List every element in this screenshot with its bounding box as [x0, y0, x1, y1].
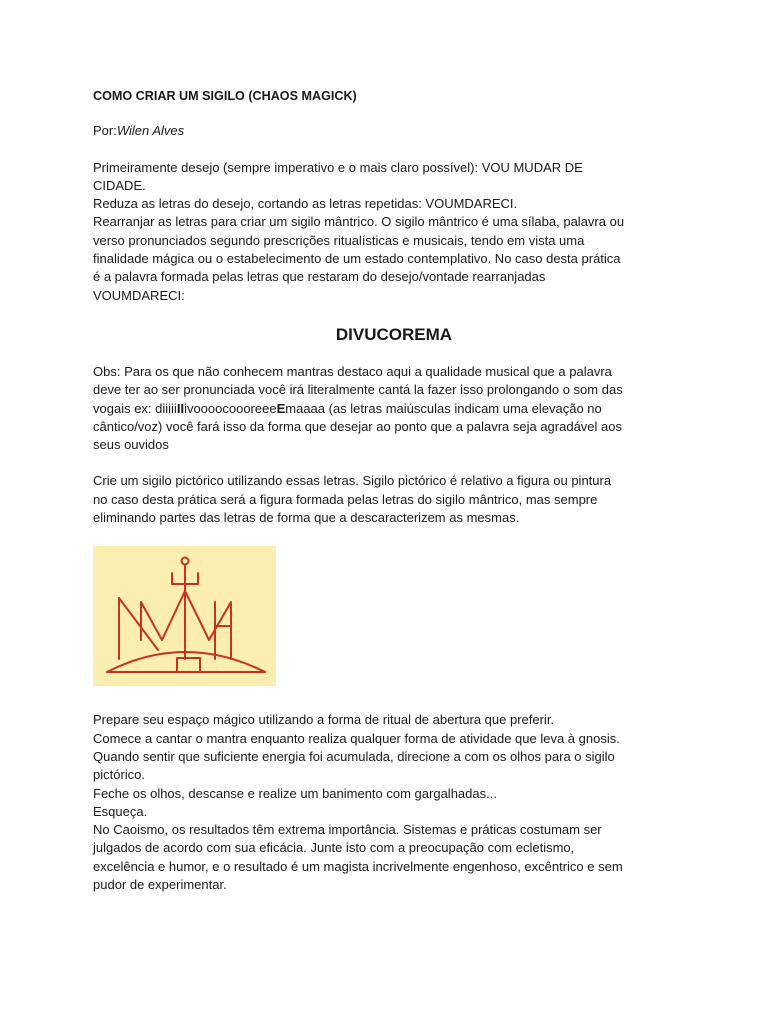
- ritual-line: Quando sentir que suficiente energia foi acumulada, direcione a com os olhos para o sigilo: [93, 748, 615, 764]
- ritual-line: Prepare seu espaço mágico utilizando a forma de ritual de abertura que preferir.: [93, 712, 555, 728]
- obs-text: ivoooocoooreee: [184, 400, 277, 416]
- intro-line: Primeiramente desejo (sempre imperativo e o mais claro possível): VOU MUDAR DE: [93, 159, 583, 175]
- pictoric-line: no caso desta prática será a figura formada pelas letras do sigilo mântrico, mas sempre: [93, 491, 598, 507]
- ritual-line: Esqueça.: [93, 803, 148, 819]
- sigil-drawing: [93, 546, 276, 686]
- byline: [93, 122, 683, 140]
- document-title: COMO CRIAR UM SIGILO (CHAOS MAGICK): [93, 89, 357, 103]
- intro-line: é a palavra formada pelas letras que restaram do desejo/vontade rearranjadas: [93, 269, 546, 285]
- intro-line: Reduza as letras do desejo, cortando as letras repetidas: VOUMDARECI.: [93, 196, 518, 212]
- ritual-line: excelência e humor, e o resultado é um magista incrivelmente engenhoso, excêntrico e sem: [93, 858, 623, 874]
- ritual-line: pudor de experimentar.: [93, 877, 227, 893]
- intro-paragraph: [93, 159, 683, 305]
- document-page: [93, 87, 683, 894]
- ritual-line: Feche os olhos, descanse e realize um banimento com gargalhadas...: [93, 785, 497, 801]
- intro-line: verso pronunciados segundo prescrições ritualísticas e musicais, tendo em vista uma: [93, 232, 585, 248]
- obs-line: cântico/voz) você fará isso da forma que desejar ao ponto que a palavra seja agradável aos: [93, 418, 622, 434]
- obs-text: vogais ex: diiiii: [93, 400, 177, 416]
- pictoric-paragraph: [93, 472, 683, 527]
- intro-line: CIDADE.: [93, 177, 146, 193]
- obs-paragraph: [93, 363, 683, 454]
- obs-emphasis: II: [176, 400, 185, 416]
- obs-line: seus ouvidos: [93, 437, 169, 453]
- intro-line: finalidade mágica ou o estabelecimento de um estado contemplativo. No caso desta prática: [93, 251, 621, 267]
- ritual-line: julgados de acordo com sua eficácia. Junte isto com a preocupação com ecletismo,: [93, 840, 575, 856]
- ritual-line: No Caoismo, os resultados têm extrema importância. Sistemas e práticas costumam ser: [93, 822, 602, 838]
- ritual-paragraph: [93, 711, 683, 894]
- intro-line: Rearranjar as letras para criar um sigilo mântrico. O sigilo mântrico é uma sílaba, palavra ou: [93, 214, 625, 230]
- byline-prefix: Por:: [93, 123, 117, 139]
- obs-line: Obs: Para os que não conhecem mantras destaco aqui a qualidade musical que a palavra: [93, 363, 612, 379]
- byline-author: Wilen Alves: [116, 123, 185, 139]
- mantra-heading: DIVUCOREMA: [335, 324, 453, 344]
- pictoric-line: Crie um sigilo pictórico utilizando essas letras. Sigilo pictórico é relativo a figura ou pintura: [93, 473, 612, 489]
- pictoric-line: eliminando partes das letras de forma que a descaracterizem as mesmas.: [93, 510, 520, 526]
- sigil-image: [93, 546, 276, 686]
- obs-line-example: [93, 400, 683, 418]
- ritual-line: pictórico.: [93, 767, 146, 783]
- obs-text: maaaa (as letras maiúsculas indicam uma elevação no: [285, 400, 602, 416]
- ritual-line: Comece a cantar o mantra enquanto realiza qualquer forma de atividade que leva à gnosis.: [93, 730, 620, 746]
- obs-emphasis: E: [276, 400, 286, 416]
- intro-line: VOUMDARECI:: [93, 287, 185, 303]
- obs-line: deve ter ao ser pronunciada você irá literalmente cantá la fazer isso prolongando o som das: [93, 382, 623, 398]
